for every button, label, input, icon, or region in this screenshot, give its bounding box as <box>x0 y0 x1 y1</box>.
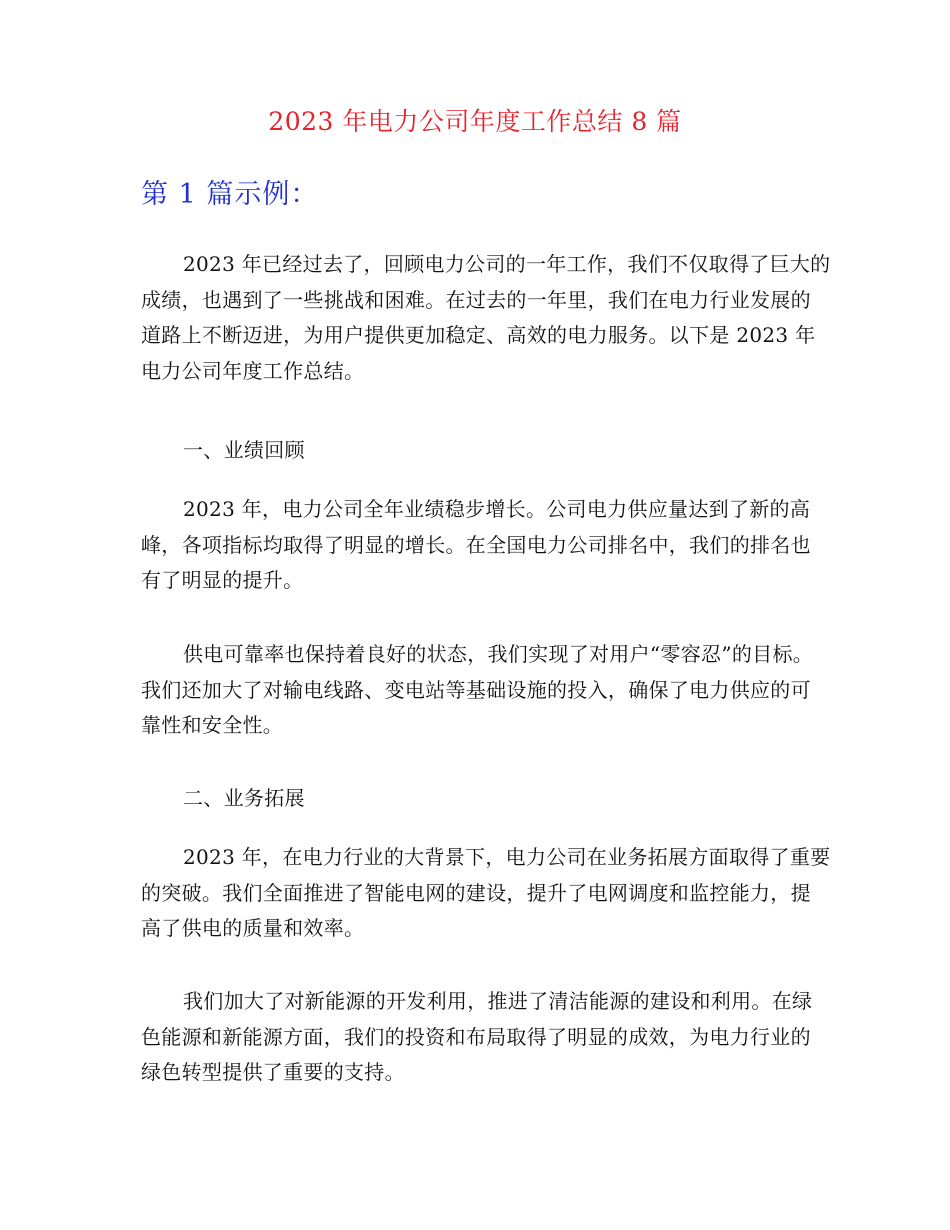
paragraph-expansion-2: 我们加大了对新能源的开发利用，推进了清洁能源的建设和利用。在绿色能源和新能源方面，我们的投资和布局取得了明显的成效，为电力行业的绿色转型提供了重要的支持。 <box>141 989 813 1084</box>
paragraph-performance-1: 2023 年，电力公司全年业绩稳步增长。公司电力供应量达到了新的高峰，各项指标均取得了明显的增长。在全国电力公司排名中，我们的排名也有了明显的提升。 <box>141 497 811 592</box>
section-heading-performance: 一、业绩回顾 <box>183 438 305 462</box>
document-title: 2023 年电力公司年度工作总结 8 篇 <box>268 107 682 136</box>
section-heading-expansion: 二、业务拓展 <box>183 786 305 810</box>
example-subtitle: 第 1 篇示例： <box>141 179 319 210</box>
paragraph-expansion-1: 2023 年，在电力行业的大背景下，电力公司在业务拓展方面取得了重要的突破。我们全面推进了智能电网的建设，提升了电网调度和监控能力，提高了供电的质量和效率。 <box>141 845 831 940</box>
intro-paragraph: 2023 年已经过去了，回顾电力公司的一年工作，我们不仅取得了巨大的成绩，也遇到了一些挑战和困难。在过去的一年里，我们在电力行业发展的道路上不断迈进，为用户提供更加稳定、高效的电力服务。以下是 2023 年电力公司年度工作总结。 <box>141 252 831 383</box>
paragraph-performance-2: 供电可靠率也保持着良好的状态，我们实现了对用户“零容忍”的目标。我们还加大了对输电线路、变电站等基础设施的投入，确保了电力供应的可靠性和安全性。 <box>141 642 814 737</box>
